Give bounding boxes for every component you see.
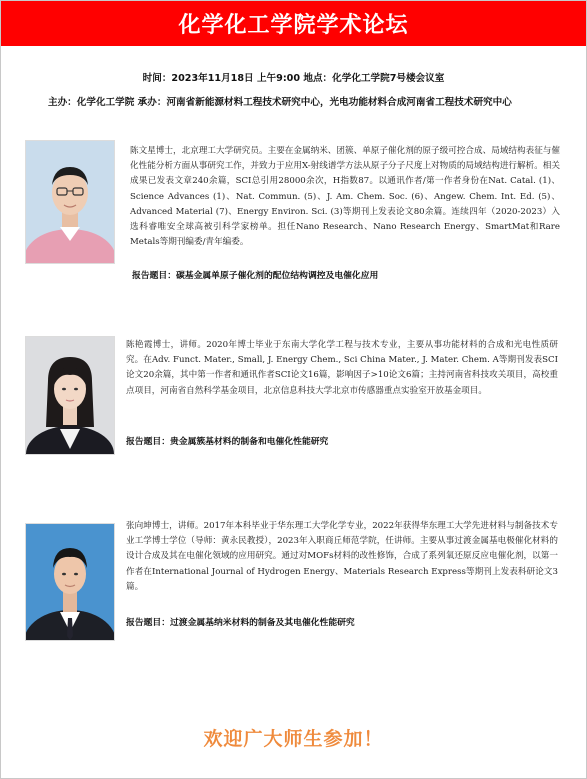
report-title-chen-wenxing: 报告题目：碳基金属单原子催化剂的配位结构调控及电催化应用 xyxy=(132,271,379,281)
speaker-bio-chen-yanxia: 陈艳霞博士，讲师。2020年博士毕业于东南大学化学工程与技术专业，主要从事功能材料的合成和光电性质研究。在Adv. Funct. Mater., Small, J. Energy Chem., Sci China Mater., J. Mater. Chem. A等期刊发表SCI论文20余篇，其中第一作者和通讯作者SCI论文16篇，影响因子>10论文6篇；主持河南省科技攻关项目，高校重点项目，河南省自然科学基金项目，北京信息科技大学北京市传感器重点实验室开放基金项目。 xyxy=(126,340,558,396)
report-title-chen-yanxia: 报告题目：贵金属簇基材料的制备和电催化性能研究 xyxy=(126,437,329,447)
time-location-line: 时间：2023年11月18日 上午9:00 地点：化学化工学院7号楼会议室 xyxy=(142,73,445,84)
welcome-message: 欢迎广大师生参加！ xyxy=(203,728,384,750)
report-title-zhang-xiangkun: 报告题目：过渡金属基纳米材料的制备及其电催化性能研究 xyxy=(126,618,355,628)
speaker-bio-chen-wenxing: 陈文星博士，北京理工大学研究员。主要在金属纳米、团簇、单原子催化剂的原子级可控合成、局域结构表征与催化性能分析方面从事研究工作，并致力于应用X-射线谱学方法从原子分子尺度上对物质的局域结构进行解析。相关成果已发表文章240余篇，SCI总引用28000余次，H指数87。以通讯作者/第一作者身份在Nat. Catal. (1)、Science Advances (1)、Nat. Commun. (5)、J. Am. Chem. Soc. (6)、Angew. Chem. Int. Ed. (5)、Advanced Material (7)、Energy Environ. Sci. (3)等期刊上发表论文80余篇。连续四年（2020-2023）入选科睿唯安全球高被引科学家榜单。担任Nano Research、Nano Research Energy、SmartMat和Rare Metals等期刊编委/青年编委。 xyxy=(130,146,560,248)
speaker-photo-chen-yanxia xyxy=(25,336,115,455)
speaker-photo-zhang-xiangkun xyxy=(25,523,115,641)
forum-title: 化学化工学院学术论坛 xyxy=(178,13,409,38)
organizer-line: 主办：化学化工学院 承办：河南省新能源材料工程技术研究中心，光电功能材料合成河南省工程技术研究中心 xyxy=(48,97,512,108)
speaker-photo-chen-wenxing xyxy=(25,140,115,264)
speaker-bio-zhang-xiangkun: 张向坤博士，讲师。2017年本科毕业于华东理工大学化学专业，2022年获得华东理工大学先进材料与制备技术专业工学博士学位（导师：黄永民教授），2023年入职商丘师范学院，任讲师。主要从事过渡金属基电极催化材料的设计合成及其在电催化领域的应用研究。通过对MOFs材料的改性修饰，合成了系列氧还原反应电催化剂，以第一作者在International Journal of Hydrogen Energy、Materials Research Express等期刊上发表科研论文3篇。 xyxy=(126,521,558,592)
title-banner xyxy=(1,1,586,46)
